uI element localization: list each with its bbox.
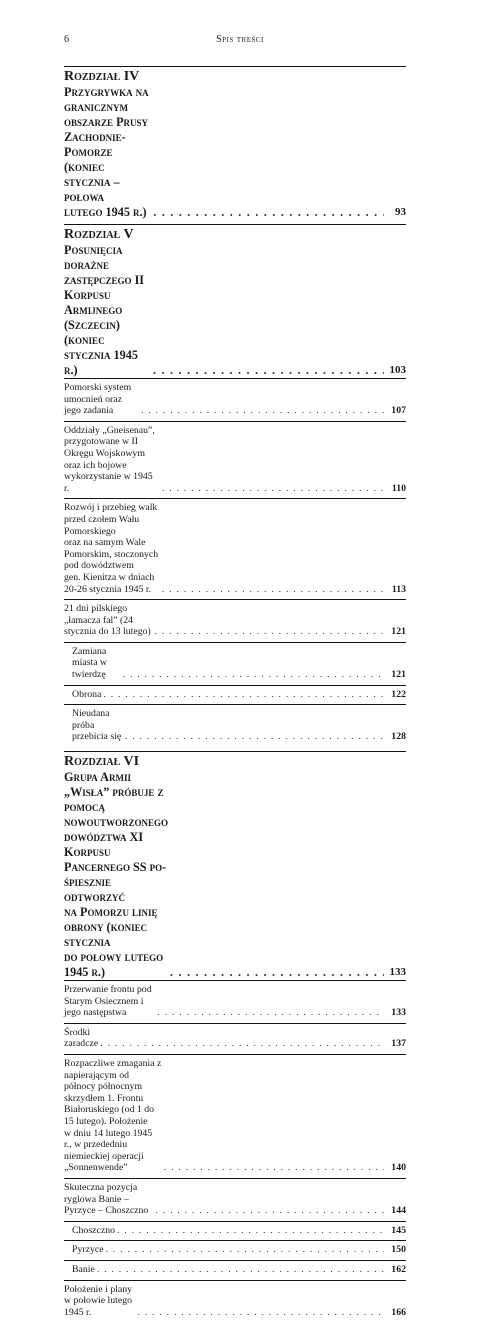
toc-subentry [64,1240,406,1260]
chapter-label: Rozdział IV [64,69,406,85]
entry-text-line: do połowy lutego 1945 r.) [64,950,163,979]
toc-entry [64,1054,406,1178]
table-of-contents [64,66,406,1322]
chapter-page-number: 93 [386,205,406,220]
chapter-label: Rozdział VI [64,754,406,770]
toc-subentry [64,685,406,705]
dot-leader [153,363,384,378]
entry-text [72,689,101,701]
dot-leader [117,1225,384,1237]
entry-text-line: Rozpaczliwe zmagania z napierającym od północy północnym [64,1058,161,1092]
entry-text-line: Grupa Armii „Wisła” próbuje z pomocą [64,770,164,814]
entry-text-line: Rozwój i przebieg walk przed czołem Wału Pomorskiego [64,502,157,536]
entry-page-number: 133 [386,1007,406,1019]
entry-text-line: Zamiana miasta w twierdzę [72,646,107,680]
entry-text [72,1264,95,1276]
dot-leader [162,584,384,596]
entry-text-line: skrzydłem 1. Frontu Białoruskiego (od 1 do 15 lutego). Położenie [64,1093,154,1127]
entry-text [64,603,153,638]
entry-page-number: 162 [386,1264,406,1276]
entry-text-line: Obrona [72,689,101,700]
toc-subentry [64,1260,406,1280]
entry-text-line: Przerwanie frontu pod Starym Osiecznem i jego następstwa [64,984,152,1018]
toc-entry [64,378,406,421]
dot-leader [155,626,384,638]
toc-entry [64,1178,406,1221]
toc-entry [64,1023,406,1054]
dot-leader [137,1307,384,1319]
entry-text-line: Choszczno [72,1225,115,1236]
dot-leader [170,965,384,980]
dot-leader [141,405,384,417]
dot-leader [103,689,384,701]
chapter-section [64,751,406,1322]
entry-text-line: Położenie i plany w połowie lutego 1945 r. [64,1284,132,1318]
entry-text-line: Zachodnie-Pomorze (koniec stycznia – połowa [64,130,126,204]
toc-entry [64,1280,406,1322]
entry-text [64,984,155,1019]
entry-text [64,502,160,595]
entry-text [64,243,151,378]
entry-text-line: Pyrzyce [72,1244,104,1255]
dot-leader [155,1205,384,1217]
entry-page-number: 110 [386,483,406,495]
dot-leader [125,731,384,743]
chapter-title [64,243,406,378]
entry-page-number: 144 [386,1205,406,1217]
page-number: 6 [64,34,69,45]
entry-text [64,1284,135,1319]
entry-text-line: lutego 1945 r.) [64,205,147,219]
entry-text-line: Pomorski system umocnień oraz jego zadania [64,382,131,416]
chapter-section [64,224,406,747]
page-header [64,34,416,48]
dot-leader [100,1038,384,1050]
entry-text [72,1225,115,1237]
entry-text [64,770,168,980]
entry-page-number: 137 [386,1038,406,1050]
chapter-page-number: 103 [386,363,406,378]
entry-page-number: 128 [386,731,406,743]
entry-page-number: 140 [386,1162,406,1174]
entry-text-line: nowoutworzonego dowództwa XI Korpusu [64,815,168,859]
entry-text-line: Środki zaradcze [64,1027,98,1050]
entry-text [64,382,139,417]
entry-text-line: Oddziały „Gneisenau”, przygotowane w II Okręgu Wojskowym [64,425,155,459]
chapter-label: Rozdział V [64,227,406,243]
entry-page-number: 166 [386,1307,406,1319]
dot-leader [162,483,384,495]
entry-text-line: Banie [72,1264,95,1275]
toc-subentry [64,1221,406,1241]
entry-text-line: oraz na samym Wale Pomorskim, stoczonych pod dowództwem [64,537,158,571]
entry-text-line: 21 dni pilskiego „łamacza fal” (24 stycznia do 13 lutego) [64,603,151,637]
entry-text [64,85,151,220]
dot-leader [123,669,384,681]
entry-page-number: 107 [386,405,406,417]
dot-leader [164,1162,384,1174]
toc-entry [64,498,406,599]
entry-text-line: Posunięcia doraźne zastępczego II Korpusu [64,243,144,302]
dot-leader [106,1244,384,1256]
entry-text [64,1182,153,1217]
entry-text [72,646,121,681]
entry-page-number: 113 [386,584,406,596]
entry-text-line: oraz ich bojowe wykorzystanie w 1945 r. [64,460,153,494]
dot-leader [153,205,384,220]
dot-leader [97,1264,384,1276]
entry-text [64,1027,98,1050]
toc-entry [64,980,406,1023]
chapter-section [64,66,406,220]
entry-text-line: Armijnego (Szczecin) (koniec stycznia 1945 r.) [64,303,138,377]
entry-text-line: w dniu 14 lutego 1945 r., w przededniu niemieckiej operacji [64,1128,152,1162]
entry-page-number: 150 [386,1244,406,1256]
entry-page-number: 122 [386,689,406,701]
chapter-title [64,85,406,220]
entry-text-line: gen. Kienitza w dniach 20-26 stycznia 1945 r. [64,572,154,595]
toc-entry [64,421,406,499]
entry-text [72,1244,104,1256]
entry-text-line: Nieudana próba przebicia się [72,708,121,742]
entry-text [64,1058,162,1174]
entry-text-line: Przygrywka na granicznym obszarze Prusy [64,85,149,129]
entry-text [72,708,123,743]
entry-page-number: 145 [386,1225,406,1237]
entry-page-number: 121 [386,669,406,681]
entry-text-line: Skuteczna pozycja ryglowa Banie – Pyrzyce – Choszczno [64,1182,148,1216]
entry-page-number: 121 [386,626,406,638]
chapter-title [64,770,406,980]
entry-text-line: na Pomorzu linię obrony (koniec stycznia [64,905,158,949]
toc-entry [64,599,406,642]
entry-text-line: „Sonnenwende” [64,1162,128,1173]
running-title: Spis treści [64,34,416,45]
entry-text-line: Pancernego SS po-śpiesznie odtworzyć [64,860,166,904]
toc-subentry [64,642,406,685]
toc-subentry [64,704,406,747]
chapter-page-number: 133 [386,965,406,980]
dot-leader [157,1007,384,1019]
entry-text [64,425,160,495]
